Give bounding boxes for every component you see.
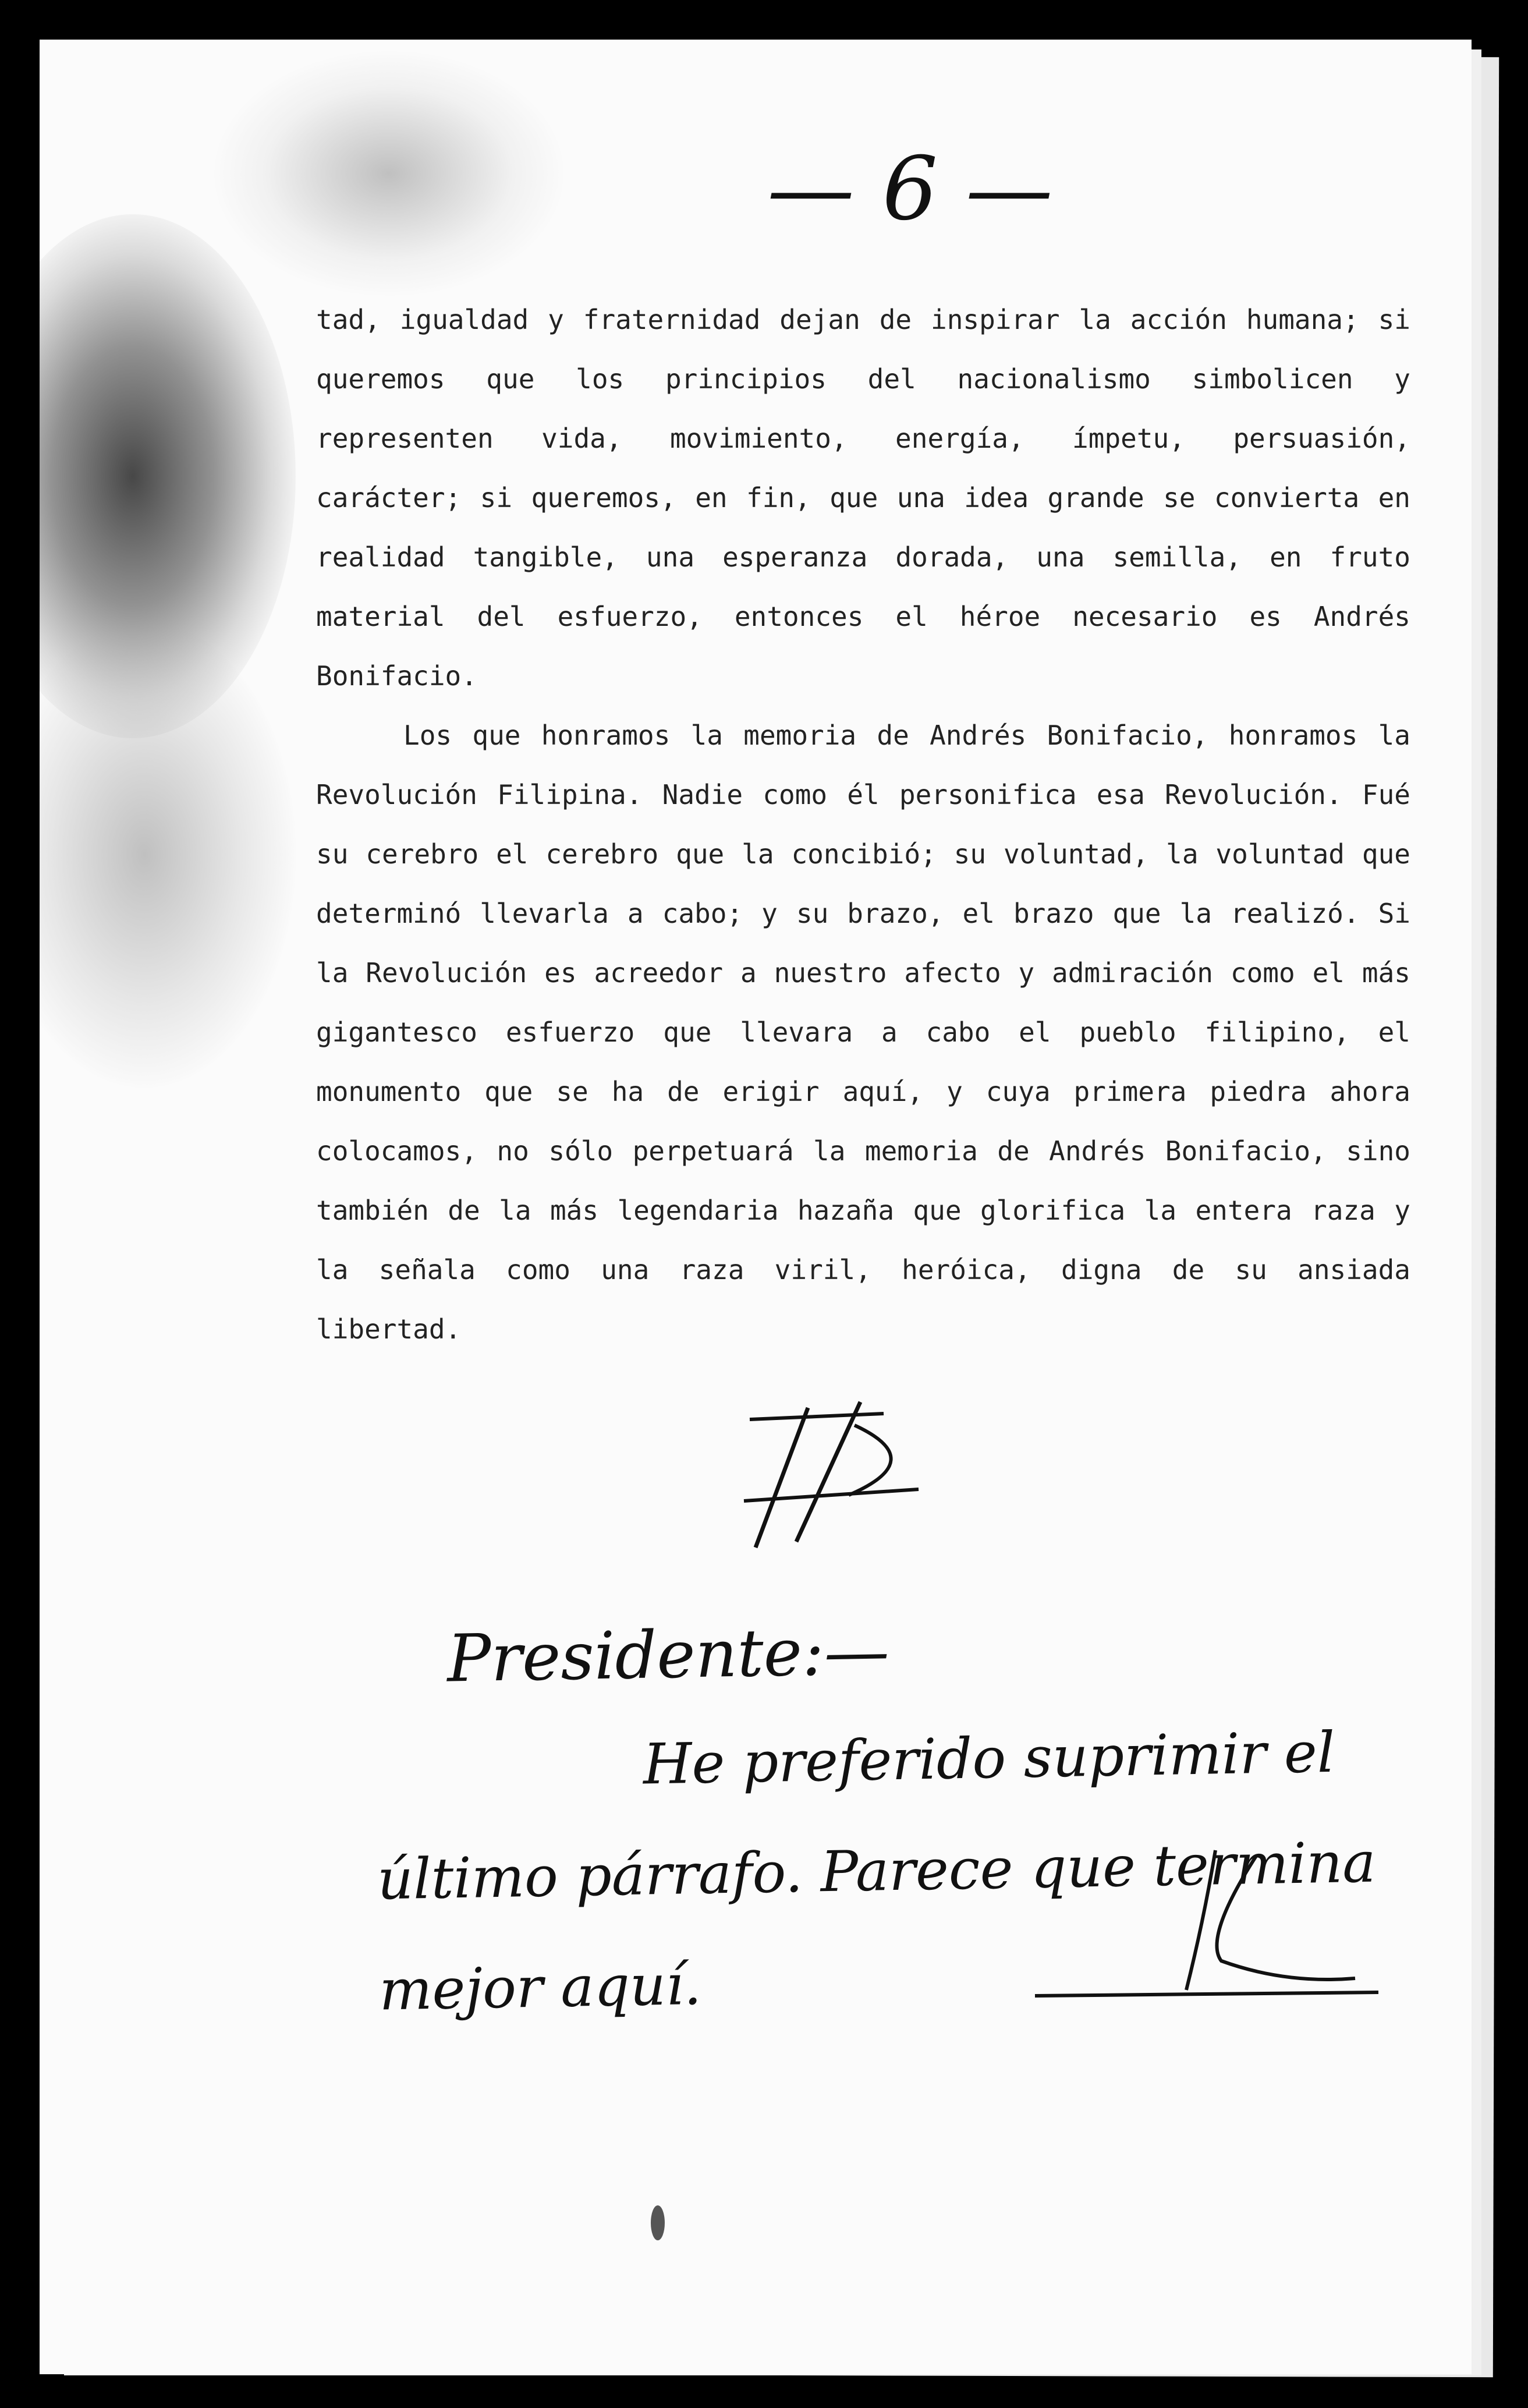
paragraph: Los que honramos la memoria de Andrés Bonifacio, honramos la Revolución Filipina. Nadie como él personifica esa Revolución. Fué su cerebro el cerebro que la concibió; su voluntad, la voluntad que determinó llevarla a cabo; y su brazo, el brazo que la realizó. Si la Revolución es acreedor a nuestro afecto y admiración como el más gigantesco esfuerzo que llevara a cabo el pueblo filipino, el monumento que se ha de erigir aquí, y cuya primera piedra ahora colocamos, no sólo perpetuará la memoria de Andrés Bonifacio, sino también de la más legendaria hazaña que glorifica la entera raza y la señala como una raza viril, heróica, digna de su ansiada libertad.: [316, 720, 1410, 1345]
note-addressee: Presidente:—: [446, 1613, 890, 1697]
document-page: [40, 40, 1472, 2374]
signature-underline: [1029, 1984, 1402, 2007]
ink-spot: [651, 2205, 665, 2240]
note-body: He preferido suprimir el último párrafo. Parece que termina mejor aquí.: [377, 1719, 1377, 2023]
water-stain: [214, 51, 563, 296]
page-number-prefix: —: [767, 139, 855, 240]
page-number-suffix: —: [965, 139, 1053, 240]
paragraph: tad, igualdad y fraternidad dejan de inspirar la acción humana; si queremos que los principios del nacionalismo simbolicen y representen vida, movimiento, energía, ímpetu, persuasión, carácter; si queremos, en fin, que una idea grande se convierta en realidad tangible, una esperanza dorada, una semilla, en fruto material del esfuerzo, entonces el héroe necesario es Andrés Bonifacio.: [316, 304, 1410, 692]
page-number: [767, 139, 1053, 240]
water-stain: [40, 622, 296, 1088]
water-stain: [40, 214, 296, 738]
end-mark-symbol: [732, 1390, 942, 1553]
typed-body: [316, 290, 1410, 1359]
page-number-label: 6: [882, 139, 938, 240]
